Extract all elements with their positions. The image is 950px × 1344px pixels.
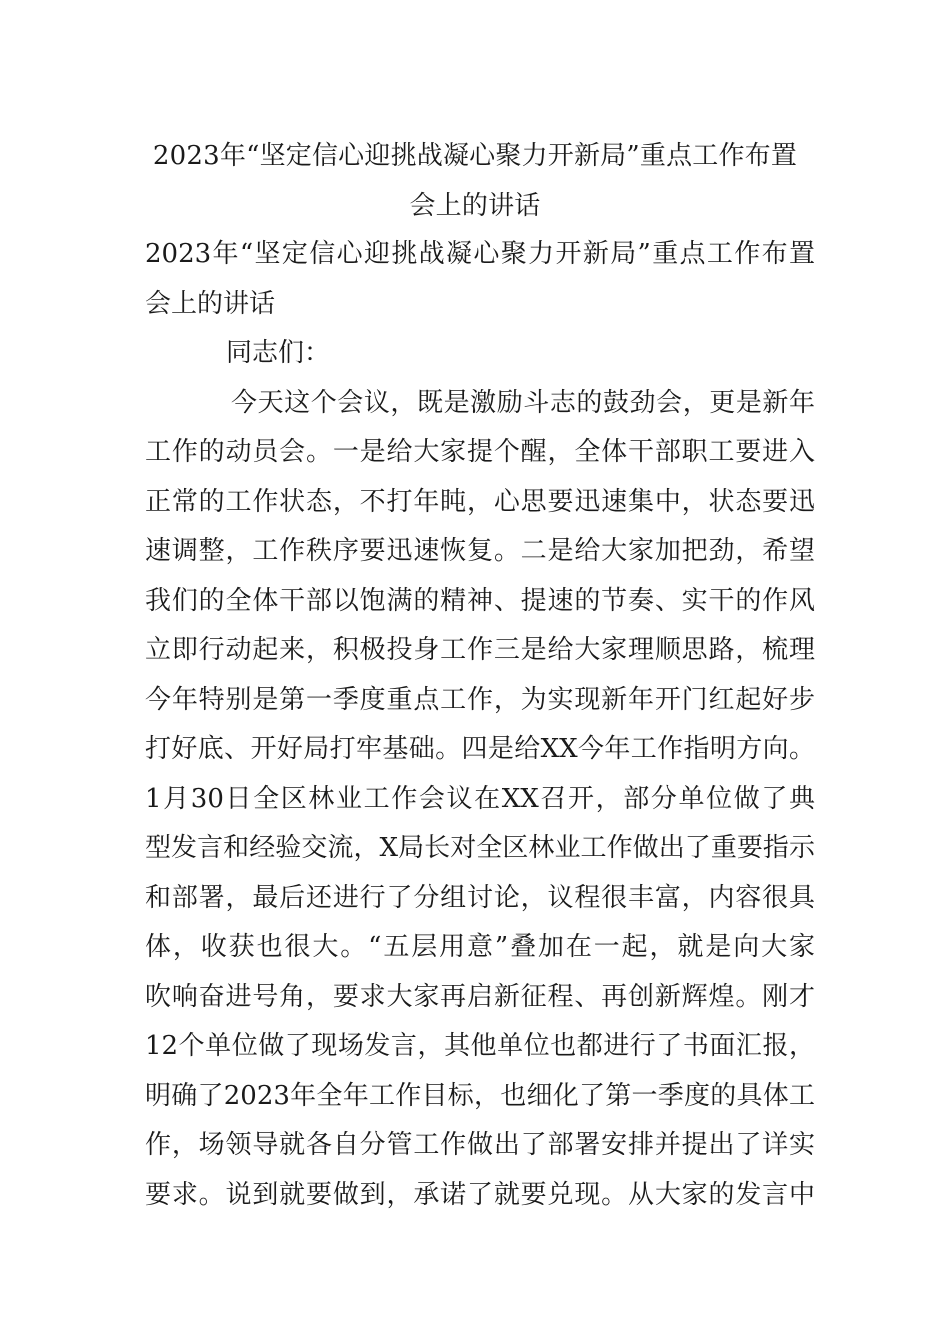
- paragraph-line: 打好底、开好局打牢基础。四是给XX今年工作指明方向。: [145, 734, 815, 764]
- paragraph-line: 我们的全体干部以饱满的精神、提速的节奏、实干的作风: [145, 585, 815, 616]
- paragraph-line: 型发言和经验交流，X局长对全区林业工作做出了重要指示: [145, 833, 815, 863]
- paragraph-line: 12个单位做了现场发言，其他单位也都进行了书面汇报，: [145, 1031, 815, 1061]
- paragraph-line: 今年特别是第一季度重点工作，为实现新年开门红起好步: [145, 684, 815, 715]
- title-line-1: 2023年“坚定信心迎挑战凝心聚力开新局”重点工作布置: [152, 141, 798, 171]
- paragraph-line: 作，场领导就各自分管工作做出了部署安排并提出了详实: [145, 1130, 815, 1160]
- paragraph-line: 1月30日全区林业工作会议在XX召开，部分单位做了典: [145, 783, 815, 814]
- paragraph-line: 速调整，工作秩序要迅速恢复。二是给大家加把劲，希望: [145, 536, 815, 566]
- paragraph-line: 立即行动起来，积极投身工作三是给大家理顺思路，梳理: [145, 635, 815, 665]
- paragraph-line: 今天这个会议，既是激励斗志的鼓劲会，更是新年: [231, 387, 815, 418]
- salutation: 同志们：: [226, 338, 331, 368]
- heading-line-1: 2023年“坚定信心迎挑战凝心聚力开新局”重点工作布置: [145, 239, 815, 269]
- document-title: [130, 131, 820, 231]
- heading-line-2: 会上的讲话: [145, 288, 276, 319]
- paragraph-line: 吹响奋进号角，要求大家再启新征程、再创新辉煌。刚才: [145, 981, 815, 1012]
- paragraph-line: 工作的动员会。一是给大家提个醒，全体干部职工要进入: [145, 437, 815, 467]
- paragraph-line: 正常的工作状态，不打年盹，心思要迅速集中，状态要迅: [145, 486, 815, 517]
- paragraph-line: 和部署，最后还进行了分组讨论，议程很丰富，内容很具: [145, 882, 815, 913]
- paragraph-line: 明确了2023年全年工作目标，也细化了第一季度的具体工: [145, 1080, 815, 1111]
- paragraph-line: 体，收获也很大。“五层用意”叠加在一起，就是向大家: [145, 932, 815, 962]
- title-line-2: 会上的讲话: [409, 191, 541, 221]
- paragraph-line: 要求。说到就要做到，承诺了就要兑现。从大家的发言中: [145, 1179, 815, 1210]
- document-body: [145, 230, 815, 1220]
